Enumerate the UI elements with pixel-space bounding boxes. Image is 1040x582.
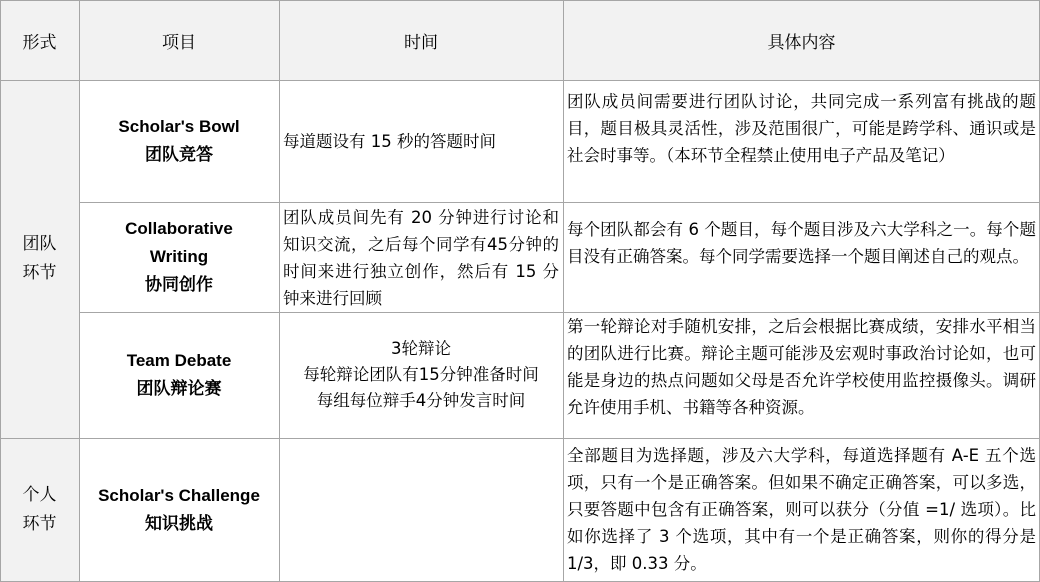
item-name-zh: 团队辩论赛 xyxy=(136,379,222,399)
item-name-zh: 团队竞答 xyxy=(145,145,213,165)
item-scholars-challenge xyxy=(79,438,279,582)
time-line: 3轮辩论 xyxy=(391,339,451,358)
detail-collaborative-writing: 每个团队都会有 6 个题目，每个题目涉及六大学科之一。每个题目没有正确答案。每个同学需要选择一个题目阐述自己的观点。 xyxy=(567,220,1036,266)
time-scholars-challenge xyxy=(279,438,563,582)
grid-line xyxy=(0,438,1040,439)
time-team-debate xyxy=(279,312,563,438)
item-name-zh: 知识挑战 xyxy=(145,514,213,534)
time-collaborative-writing: 团队成员间先有 20 分钟进行讨论和知识交流，之后每个同学有45分钟的时间来进行独立创作，然后有 15 分钟来进行回顾 xyxy=(283,208,559,308)
header-time: 时间 xyxy=(279,0,563,80)
detail-team-debate: 第一轮辩论对手随机安排，之后会根据比赛成绩，安排水平相当的团队进行比赛。辩论主题可能涉及宏观时事政治讨论如，也可能是身边的热点问题如父母是否允许学校使用监控摄像头。调研允许使用手机、书籍等各种资源。 xyxy=(567,317,1036,417)
item-name-en: Scholar's Bowl xyxy=(118,117,240,136)
time-scholars-bowl xyxy=(279,80,563,202)
group-individual-label: 个人 环节 xyxy=(0,438,79,582)
item-name-en: Scholar's Challenge xyxy=(98,486,260,505)
grid-line xyxy=(0,80,1040,81)
header-item: 项目 xyxy=(79,0,279,80)
grid-line xyxy=(79,202,1040,203)
grid-line xyxy=(79,0,80,582)
item-name-en: Collaborative Writing xyxy=(125,219,233,266)
item-name-en: Team Debate xyxy=(126,351,232,370)
detail-scholars-bowl: 团队成员间需要进行团队讨论，共同完成一系列富有挑战的题目，题目极具灵活性，涉及范围很广，可能是跨学科、通识或是社会时事等。（本环节全程禁止使用电子产品及笔记） xyxy=(567,92,1036,165)
grid-line xyxy=(563,0,564,582)
header-content: 具体内容 xyxy=(563,0,1040,80)
time-line: 每轮辩论团队有15分钟准备时间 xyxy=(303,365,539,384)
header-form: 形式 xyxy=(0,0,79,80)
time-text: 每道题设有 15 秒的答题时间 xyxy=(283,131,496,151)
item-team-debate xyxy=(79,312,279,438)
grid-line xyxy=(279,0,280,582)
detail-scholars-challenge: 全部题目为选择题，涉及六大学科，每道选择题有 A-E 五个选项，只有一个是正确答案。但如果不确定正确答案，可以多选，只要答题中包含有正确答案，则可以获分（分值 =1/ 选项）。比如你选择了 3 个选项，其中有一个是正确答案，则你的得分是 1/3，即 0.33 分。 xyxy=(567,446,1036,573)
grid-line xyxy=(0,0,1040,1)
grid-line xyxy=(0,0,1,582)
item-collaborative-writing xyxy=(79,202,279,312)
time-line: 每组每位辩手4分钟发言时间 xyxy=(316,391,526,410)
grid-line xyxy=(79,312,1040,313)
item-name-zh: 协同创作 xyxy=(145,275,213,295)
group-team-label: 团队 环节 xyxy=(0,80,79,438)
item-scholars-bowl xyxy=(79,80,279,202)
